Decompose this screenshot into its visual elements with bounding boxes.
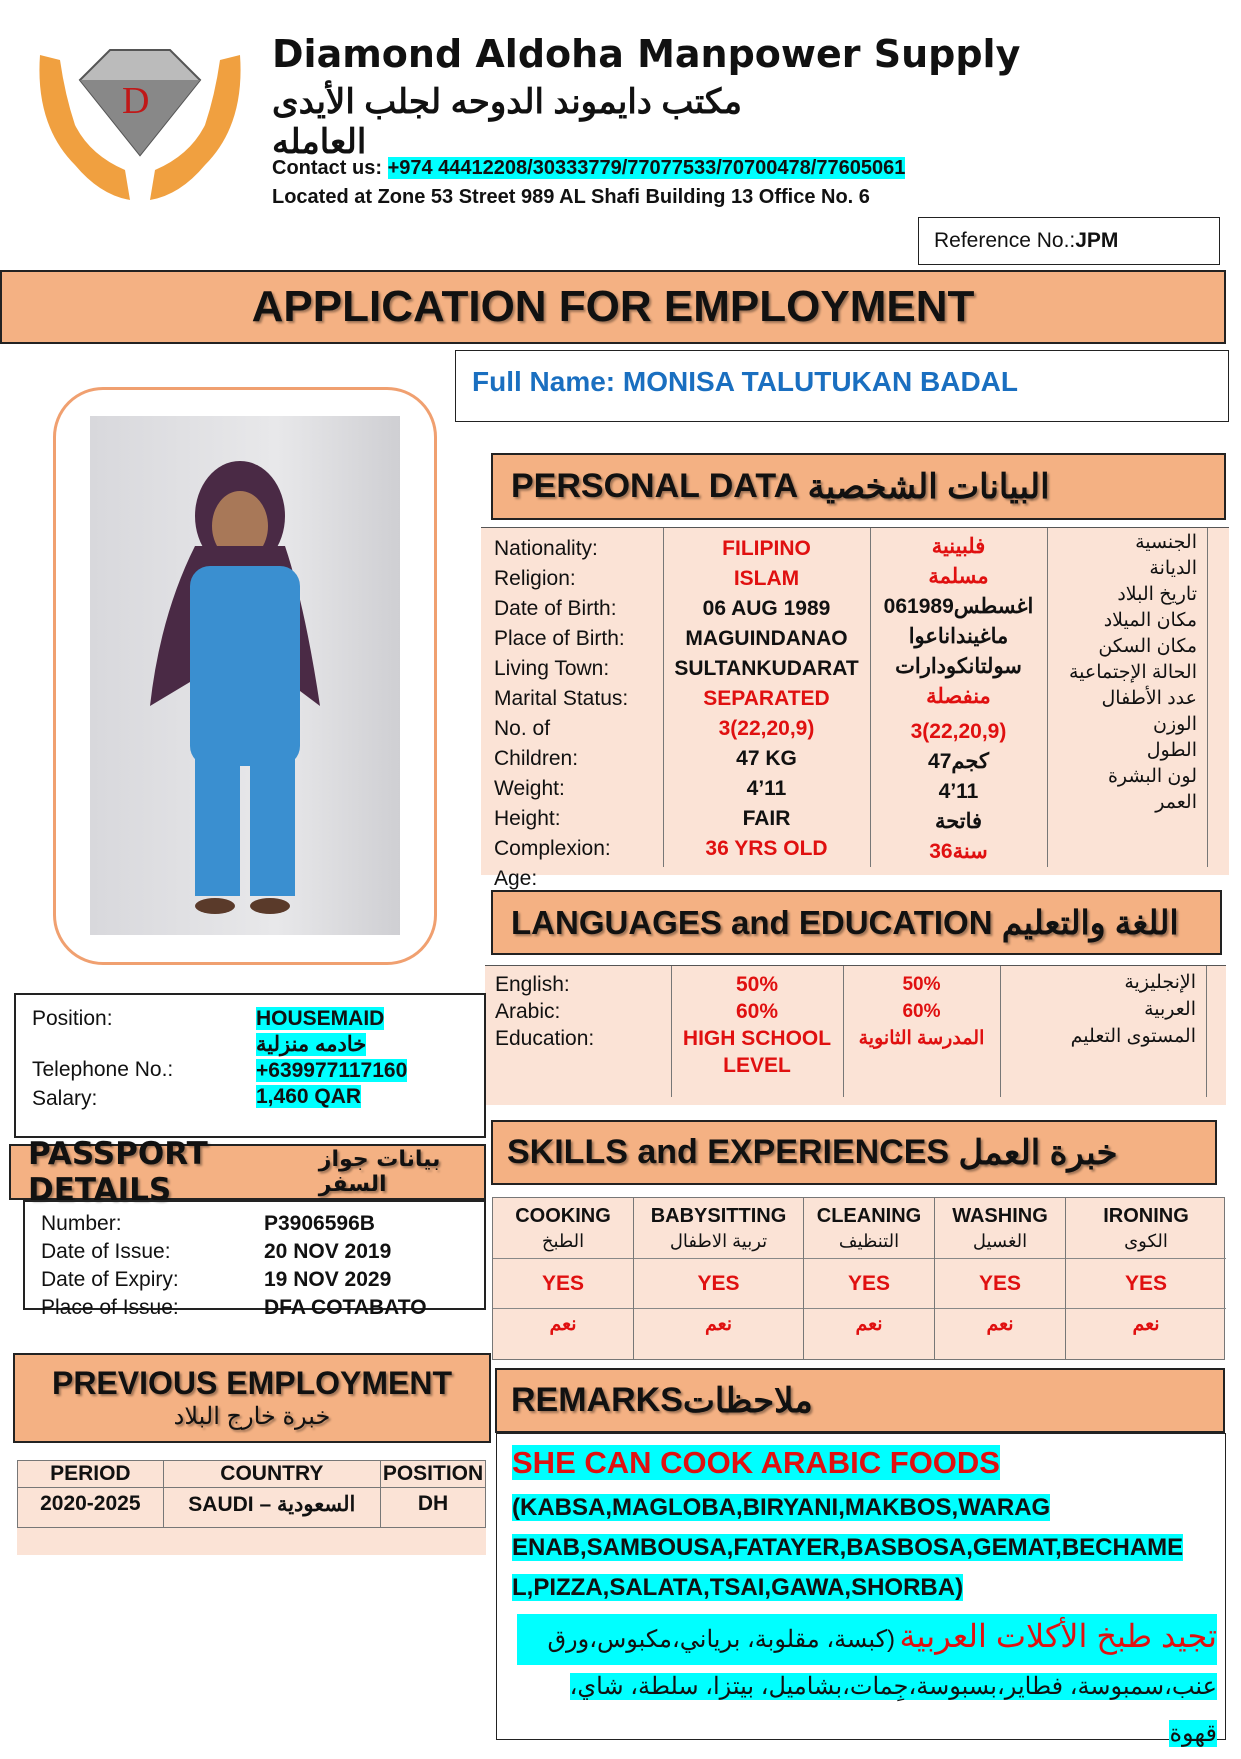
language-value-en: HIGH SCHOOL — [682, 1027, 832, 1050]
contact-line — [272, 157, 905, 180]
remarks-box — [496, 1433, 1226, 1747]
personal-label: Weight: — [494, 777, 565, 800]
language-label-ar: المستوى التعليم — [1070, 1026, 1196, 1047]
passport-box — [23, 1200, 486, 1319]
personal-data-table — [481, 527, 1229, 890]
languages-header-ar: اللغة والتعليم — [1001, 904, 1179, 941]
personal-label-ar: الحالة الإجتماعية — [1069, 662, 1197, 683]
skill-yes-ar: نعم — [549, 1314, 577, 1335]
remarks-ar-line-1: (كبسة، مقلوبة، برياني،مكبوس،ورق — [547, 1626, 896, 1653]
previous-header-en: PREVIOUS EMPLOYMENT — [51, 1365, 453, 1401]
language-value-ar: 60% — [902, 1001, 941, 1022]
passport-row — [41, 1212, 468, 1240]
skill-name-ar: الطبخ — [493, 1229, 633, 1259]
skill-name: BABYSITTING — [650, 1205, 787, 1227]
passport-label: Date of Expiry: — [41, 1268, 179, 1291]
company-name-en: Diamond Aldoha Manpower Supply — [272, 32, 1021, 76]
personal-value-en: 36 YRS OLD — [705, 837, 828, 860]
personal-label-ar: مكان الميلاد — [1103, 610, 1197, 631]
remarks-ar-red: تجيد طبخ الأكلات العربية — [899, 1618, 1217, 1654]
personal-label: No. of — [494, 717, 551, 740]
skill-column — [493, 1198, 633, 1359]
skills-header-en: SKILLS and EXPERIENCES — [507, 1133, 950, 1171]
personal-value-ar: مسلمة — [928, 565, 989, 588]
job-details-box — [14, 993, 486, 1138]
skill-name: CLEANING — [816, 1205, 922, 1227]
personal-value-ar: 06اغسطس1989 — [883, 595, 1034, 618]
reference-label: Reference No.: — [934, 229, 1076, 252]
personal-label-ar: الطول — [1146, 740, 1197, 761]
passport-row — [41, 1268, 468, 1296]
personal-label: Religion: — [494, 567, 576, 590]
personal-value-ar: 36سنة — [929, 840, 988, 863]
contact-label: Contact us: — [272, 157, 382, 179]
location: Located at Zone 53 Street 989 AL Shafi Building 13 Office No. 6 — [272, 186, 870, 208]
full-name-label: Full Name: — [472, 366, 616, 397]
remarks-line-4: L,PIZZA,SALATA,TSAI,GAWA,SHORBA) — [512, 1574, 964, 1601]
previous-cell: 2020-2025 — [18, 1488, 164, 1528]
previous-employment-header — [13, 1353, 491, 1443]
skill-name: WASHING — [952, 1205, 1048, 1227]
skill-column — [633, 1198, 803, 1359]
passport-header-ar: بيانات جواز السفر — [318, 1147, 441, 1197]
passport-label: Number: — [41, 1212, 122, 1235]
passport-value: DFA COTABATO — [264, 1296, 427, 1319]
skills-header — [491, 1120, 1217, 1185]
skill-name-ar: الغسيل — [935, 1229, 1065, 1259]
personal-value-ar: 3(22,20,9) — [910, 720, 1007, 743]
personal-label: Nationality: — [494, 537, 598, 560]
skill-yes: YES — [804, 1259, 934, 1309]
personal-header-ar: البيانات الشخصية — [807, 467, 1050, 506]
language-label-ar: الإنجليزية — [1124, 972, 1196, 993]
personal-value-ar: 47كجم — [928, 750, 989, 773]
position-value: HOUSEMAID — [256, 1007, 385, 1030]
remarks-header-en: REMARKS — [511, 1381, 683, 1419]
passport-label: Place of Issue: — [41, 1296, 179, 1319]
personal-label-ar: الوزن — [1152, 714, 1197, 735]
language-value-en: LEVEL — [723, 1054, 791, 1077]
skill-yes-ar: نعم — [986, 1314, 1014, 1335]
personal-label: Height: — [494, 807, 561, 830]
personal-value-ar: سولتانكودارات — [895, 655, 1022, 678]
full-name-box — [455, 350, 1229, 422]
personal-value-ar: 4’11 — [938, 780, 979, 803]
skill-yes: YES — [1066, 1259, 1226, 1309]
remarks-line-2: (KABSA,MAGLOBA,BIRYANI,MAKBOS,WARAG — [512, 1494, 1051, 1521]
language-label: English: — [495, 973, 570, 996]
language-value-en: 60% — [735, 1000, 779, 1023]
personal-label-ar: العمر — [1155, 792, 1197, 813]
personal-value-en: FAIR — [742, 807, 791, 830]
skills-table — [492, 1197, 1225, 1360]
passport-row — [41, 1240, 468, 1268]
passport-label: Date of Issue: — [41, 1240, 171, 1263]
languages-header — [491, 890, 1222, 955]
previous-column-header: PERIOD — [18, 1461, 164, 1488]
personal-value-en: SEPARATED — [703, 687, 830, 710]
application-title — [0, 270, 1226, 344]
personal-label-ar: عدد الأطفال — [1101, 688, 1197, 709]
previous-column-header: COUNTRY — [163, 1461, 380, 1488]
company-logo — [30, 35, 250, 210]
languages-header-en: LANGUAGES and EDUCATION — [511, 903, 993, 941]
personal-value-ar: منفصلة — [926, 685, 991, 708]
personal-value-en: ISLAM — [733, 567, 800, 590]
skill-name-ar: التنظيف — [804, 1229, 934, 1259]
skill-yes-ar: نعم — [1132, 1314, 1160, 1335]
personal-value-ar: فلبينية — [931, 535, 986, 558]
passport-value: 19 NOV 2029 — [264, 1268, 392, 1291]
full-name-value: MONISA TALUTUKAN BADAL — [622, 366, 1018, 397]
company-name-ar: مكتب دايموند الدوحه لجلب الأيدى العامله — [272, 83, 743, 161]
skill-yes: YES — [493, 1259, 633, 1309]
language-value-ar: المدرسة الثانوية — [858, 1028, 985, 1049]
personal-value-ar: ماغينداناعوا — [908, 625, 1009, 648]
personal-label-ar: الجنسية — [1135, 532, 1197, 553]
personal-value-en: 47 KG — [736, 747, 797, 770]
salary-value: 1,460 QAR — [256, 1085, 362, 1108]
logo-letters: D — [122, 80, 150, 122]
personal-label: Date of Birth: — [494, 597, 617, 620]
personal-label-ar: لون البشرة — [1107, 766, 1197, 787]
personal-label: Marital Status: — [494, 687, 629, 710]
skills-header-ar: خبرة العمل — [958, 1133, 1118, 1172]
position-label: Position: — [32, 1007, 113, 1030]
language-label-ar: العربية — [1144, 999, 1196, 1020]
skill-name-ar: الكوى — [1066, 1229, 1226, 1259]
skill-column — [934, 1198, 1065, 1359]
remarks-line-1: SHE CAN COOK ARABIC FOODS — [512, 1445, 1000, 1480]
passport-value: P3906596B — [264, 1212, 375, 1235]
personal-value-ar: فاتحة — [934, 810, 983, 833]
remarks-ar-line-3: قهوة — [1169, 1720, 1217, 1747]
language-label: Education: — [495, 1027, 595, 1050]
language-value-ar: 50% — [902, 974, 941, 995]
personal-value-en: SULTANKUDARAT — [674, 657, 859, 680]
previous-cell: DH — [381, 1488, 486, 1528]
position-value-ar: خادمه منزلية — [256, 1033, 367, 1056]
applicant-photo — [90, 416, 400, 935]
personal-label-ar: تاريخ البلاد — [1117, 584, 1197, 605]
reference-box — [918, 217, 1220, 265]
personal-label: Place of Birth: — [494, 627, 625, 650]
language-value-en: 50% — [735, 973, 779, 996]
skill-name: COOKING — [515, 1205, 611, 1227]
remarks-ar-line-2: عنب،سمبوسة، فطاير،بسبوسة،جِمات،بشاميل، بيتزا، سلطة، شاي، — [569, 1673, 1217, 1700]
salary-label: Salary: — [32, 1087, 98, 1110]
personal-label: Complexion: — [494, 837, 611, 860]
passport-row — [41, 1296, 468, 1324]
skill-name-ar: تربية الاطفال — [634, 1229, 803, 1259]
skill-yes-ar: نعم — [855, 1314, 883, 1335]
previous-employment-table — [17, 1460, 486, 1555]
previous-row — [18, 1488, 486, 1528]
personal-label: Living Town: — [494, 657, 610, 680]
previous-column-header: POSITION — [381, 1461, 486, 1488]
personal-value-en: 4’11 — [746, 777, 787, 800]
telephone-label: Telephone No.: — [32, 1058, 174, 1081]
personal-label-ar: مكان السكن — [1098, 636, 1197, 657]
previous-cell: SAUDI – السعودية — [163, 1488, 380, 1528]
skill-yes: YES — [935, 1259, 1065, 1309]
personal-label-ar: الديانة — [1149, 558, 1197, 579]
personal-value-en: MAGUINDANAO — [685, 627, 848, 650]
personal-data-header — [491, 453, 1226, 520]
remarks-line-3: ENAB,SAMBOUSA,FATAYER,BASBOSA,GEMAT,BECHAME — [512, 1534, 1184, 1561]
personal-header-en: PERSONAL DATA — [511, 467, 799, 505]
personal-value-en: FILIPINO — [722, 537, 811, 560]
skill-column — [1065, 1198, 1226, 1359]
personal-label: Age: — [494, 867, 538, 890]
telephone-value: +639977117160 — [256, 1059, 408, 1082]
skill-yes-ar: نعم — [704, 1314, 733, 1335]
skill-name: IRONING — [1103, 1205, 1189, 1227]
title-text: APPLICATION FOR EMPLOYMENT — [251, 282, 975, 331]
remarks-header — [495, 1368, 1225, 1433]
skill-yes: YES — [634, 1259, 803, 1309]
personal-label: Children: — [494, 747, 579, 770]
personal-value-en: 06 AUG 1989 — [702, 597, 831, 620]
previous-header-ar: خبرة خارج البلاد — [173, 1403, 331, 1430]
personal-value-en: 3(22,20,9) — [718, 717, 815, 740]
skill-column — [803, 1198, 934, 1359]
passport-header — [9, 1136, 486, 1208]
reference-value: JPM — [1075, 229, 1119, 252]
contact-phones: +974 44412208/30333779/77077533/70700478/77605061 — [387, 157, 906, 179]
languages-table — [485, 965, 1226, 1105]
passport-value: 20 NOV 2019 — [264, 1240, 392, 1263]
passport-header-en: PASSPORT DETAILS — [28, 1136, 208, 1208]
language-label: Arabic: — [495, 1000, 561, 1023]
remarks-header-ar: ملاحظات — [682, 1381, 813, 1420]
